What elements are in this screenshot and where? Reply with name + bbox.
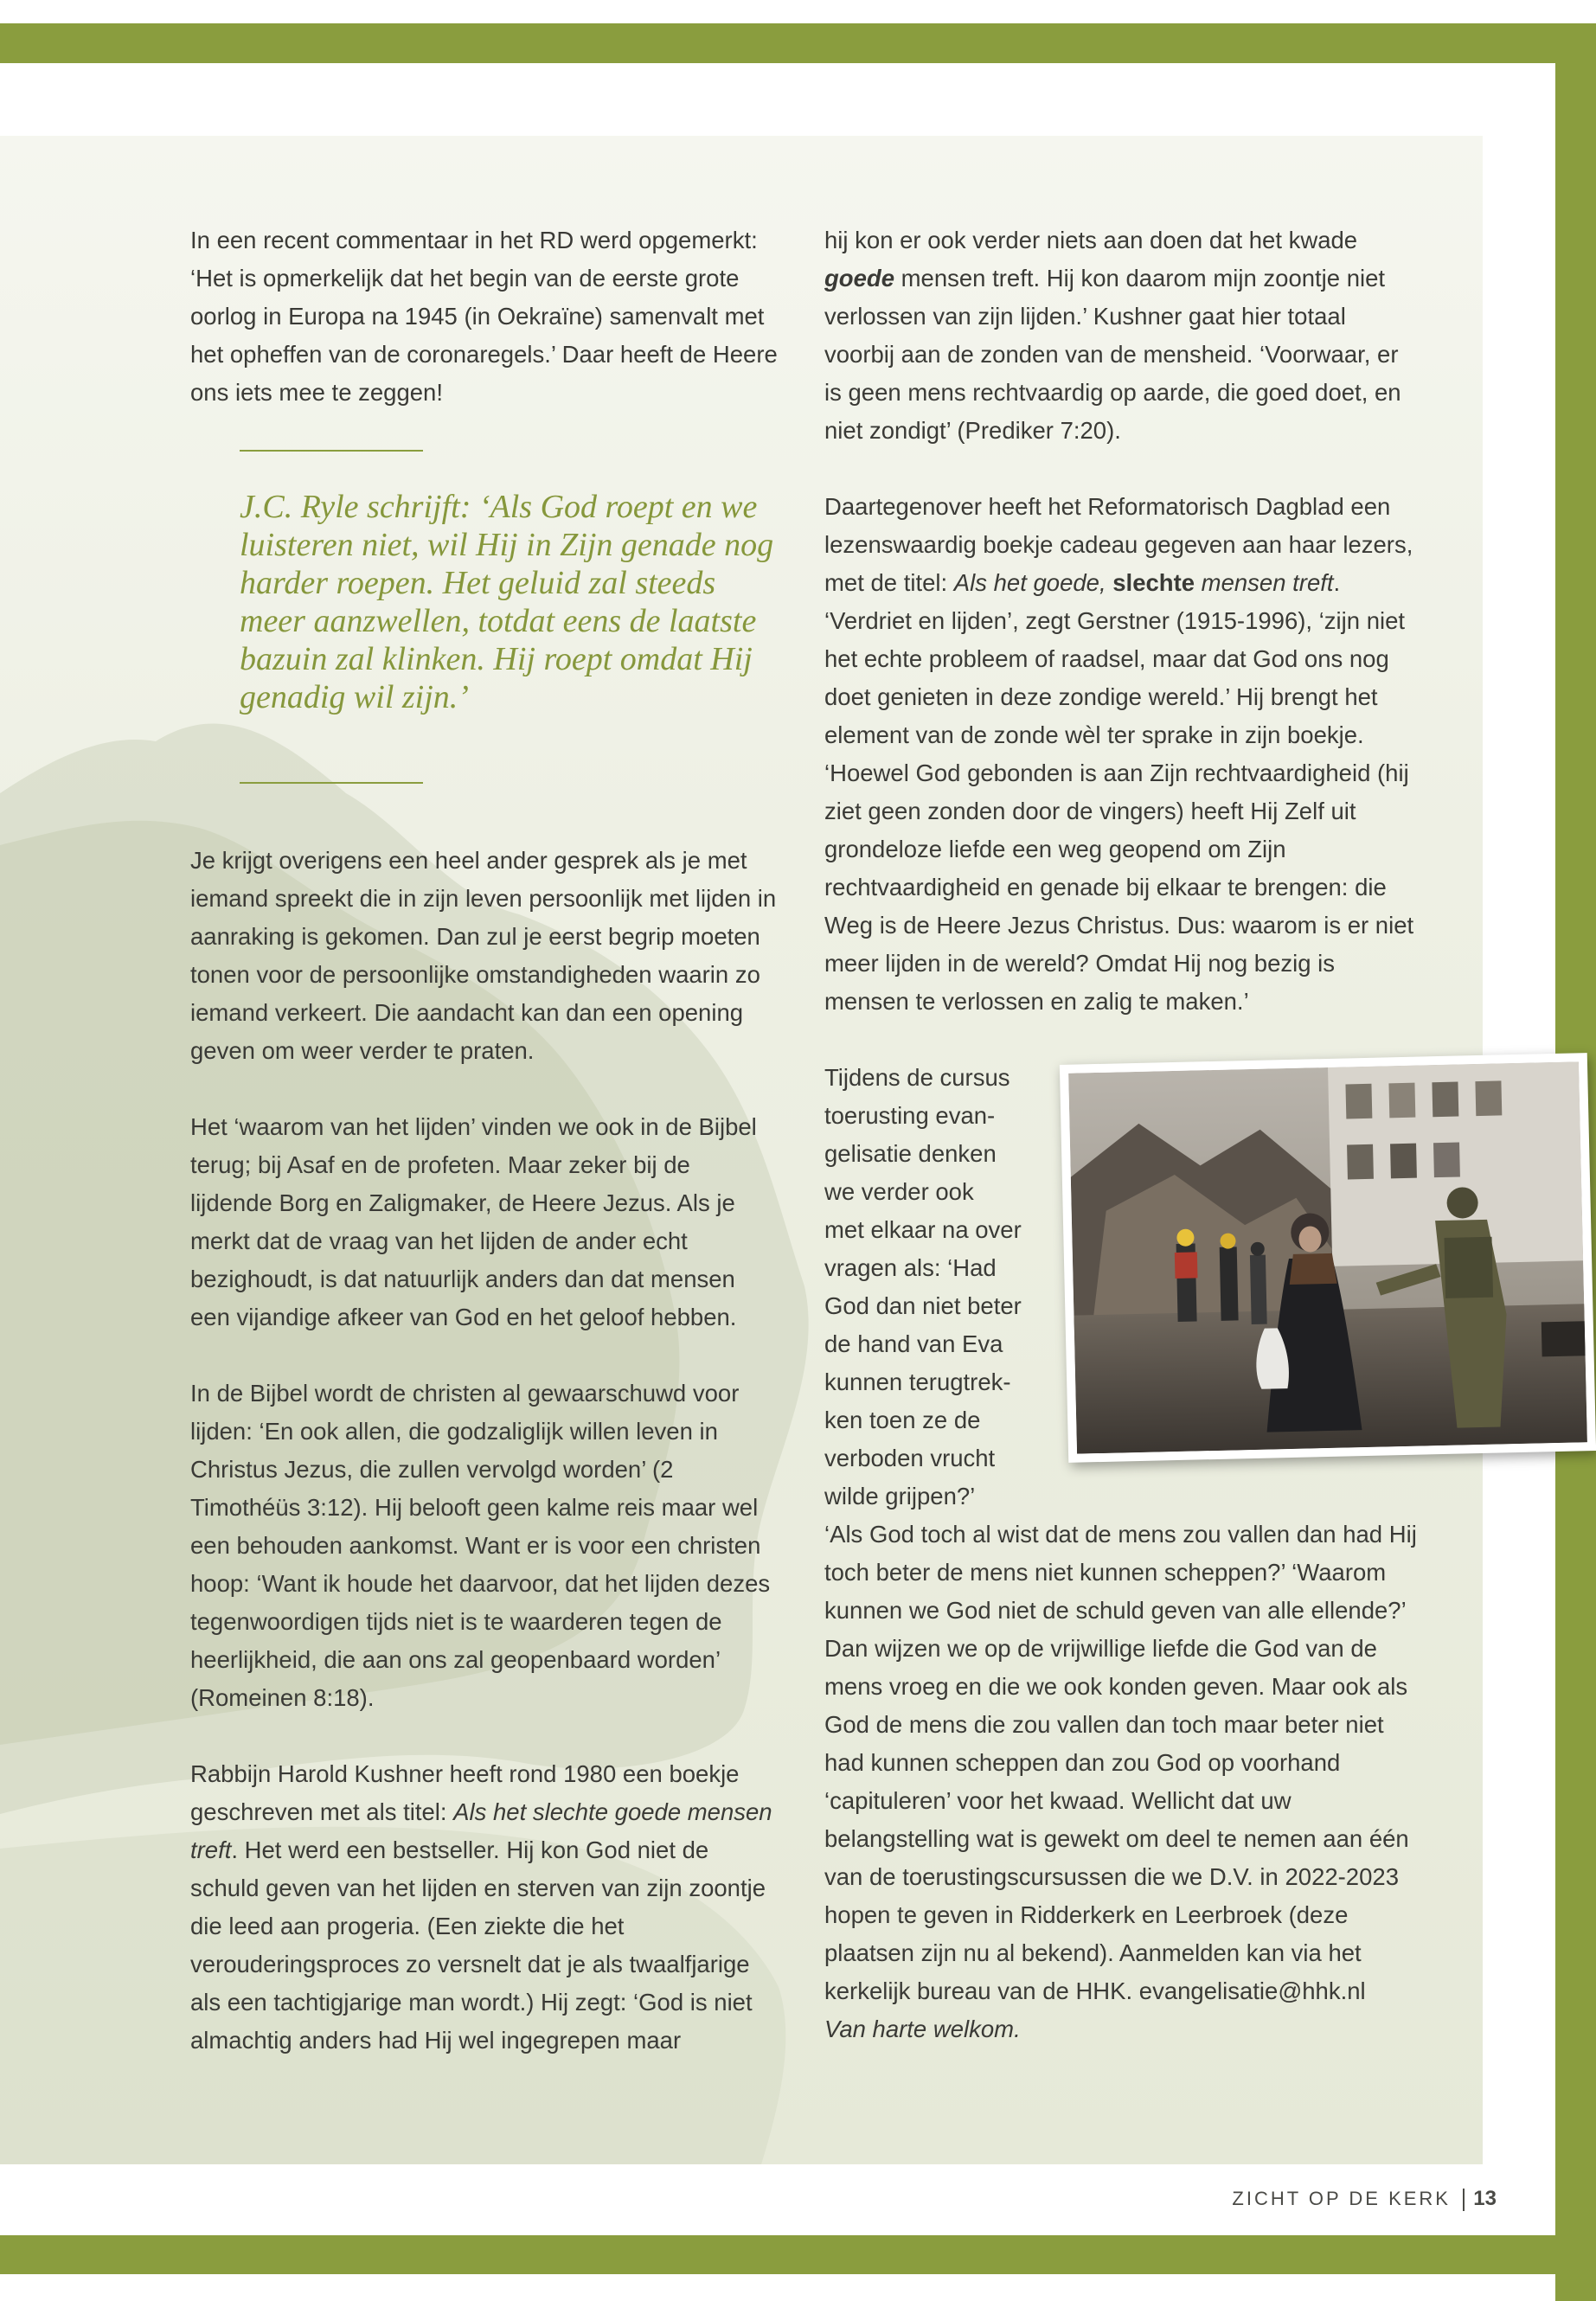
page-footer: [1151, 2186, 1497, 2212]
rp1-bold-word: goede: [824, 265, 894, 292]
right-paragraph-3: ‘Als God toch al wist dat de mens zou vallen dan had Hij toch beter de mens niet kunnen scheppen?’ ‘Waarom kunnen we God niet de schuld geven van alle ellende?’ Dan wijzen we op de vrijwillige liefde die God van de mens vroeg en die we ook konden geven. Maar ook als God de mens die zou vallen dan toch maar beter niet had kunnen scheppen dan zou God op voorhand ‘capituleren’ voor het kwaad. Wellicht dat uw belangstelling wat is gewekt om deel te nemen aan één van de toerustingscursussen die we D.V. in 2022-2023 hopen te geven in Ridderkerk en Leerbroek (deze plaatsen zijn nu al bekend). Aanmelden kan via het kerkelijk bureau van de HHK. evangelisatie@hhk.nl: [824, 1521, 1417, 2004]
left-paragraph-5: [190, 1755, 779, 2060]
p5-text-b: . Het werd een bestseller. Hij kon God niet de schuld geven van het lijden en sterven van zijn zoontje die leed aan progeria. (Een ziekte die het verouderingsproces zo versnelt dat je als twaalfjarige als een tachtigjarige man wordt.) Hij zegt: ‘God is niet almachtig anders had Hij wel ingegrepen maar: [190, 1836, 766, 2054]
frame-top-bar: [0, 23, 1555, 63]
wrap-line: gelisatie denken: [824, 1140, 997, 1167]
right-paragraph-2: [824, 488, 1421, 1021]
left-column: [190, 221, 779, 2060]
pull-quote: [240, 450, 779, 784]
closing-line: [824, 2010, 1421, 2048]
book-title-kushner: Als het slechte goede mensen treft: [190, 1798, 772, 1863]
rp2-text-b: . ‘Verdriet en lijden’, zegt Gerstner (1915-1996), ‘zijn niet het echte probleem of raadsel, maar dat God ons nog doet genieten in deze zondige wereld.’ Hij brengt het element van de zonde wèl ter sprake in zijn boekje. ‘Hoewel God gebonden is aan Zijn rechtvaardigheid (hij ziet geen zonden door de vingers) heeft Hij Zelf uit grondeloze liefde een weg geopend om Zijn rechtvaardigheid en genade bij elkaar te brengen: die Weg is de Heere Jezus Christus. Dus: waarom is er niet meer lijden in de wereld? Omdat Hij nog bezig is mensen te verlossen en zalig te maken.’: [824, 569, 1414, 1015]
quote-rule-bottom: [240, 782, 423, 784]
p5-text-a: Rabbijn Harold Kushner heeft rond 1980 een boekje geschreven met als titel:: [190, 1760, 740, 1825]
photo-image: [1068, 1061, 1587, 1453]
footer-separator: [1463, 2189, 1465, 2211]
war-rescue-photo: [1060, 1053, 1596, 1463]
wrap-line: de hand van Eva: [824, 1330, 1003, 1357]
book-title-rd-a: Als het goede,: [953, 569, 1113, 596]
wrap-line: ken toen ze de: [824, 1407, 981, 1433]
rp1-text-b: mensen treft. Hij kon daarom mijn zoontje niet verlossen van zijn lijden.’ Kushner gaat hier totaal voorbij aan de zonden van de mensheid. ‘Voorwaar, er is geen mens rechtvaardig op aarde, die goed doet, en niet zondigt’ (Prediker 7:20).: [824, 265, 1401, 444]
wrap-line: God dan niet beter: [824, 1292, 1022, 1319]
page-number: 13: [1473, 2187, 1497, 2210]
rp1-text-a: hij kon er ook verder niets aan doen dat het kwade: [824, 227, 1358, 253]
left-paragraph-3: Het ‘waarom van het lijden’ vinden we ook in de Bijbel terug; bij Asaf en de profeten. Maar zeker bij de lijdende Borg en Zaligmaker, de Heere Jezus. Als je merkt dat de vraag van het lijden de ander echt bezighoudt, is dat natuurlijk anders dan dat mensen een vijandige afkeer van God en het geloof hebben.: [190, 1113, 757, 1330]
wrap-line: kunnen terugtrek-: [824, 1368, 1011, 1395]
book-title-rd-bold: slechte: [1112, 569, 1195, 596]
quote-text: J.C. Ryle schrijft: ‘Als God roept en we luisteren niet, wil Hij in Zijn genade nog harder roepen. Het geluid zal steeds meer aanzwellen, totdat eens de laatste bazuin zal klinken. Hij roept omdat Hij genadig wil zijn.’: [240, 489, 774, 715]
right-paragraph-1: [824, 221, 1421, 450]
wrap-line: Tijdens de cursus: [824, 1064, 1010, 1091]
left-paragraph-4: In de Bijbel wordt de christen al gewaarschuwd voor lijden: ‘En ook allen, die godzaliglijk willen leven in Christus Jezus, die zullen vervolgd worden’ (2 Timothéüs 3:12). Hij belooft geen kalme reis maar wel een behouden aankomst. Want er is voor een christen hoop: ‘Want ik houde het daarvoor, dat het lijden dezes tegenwoordigen tijds niet is te waarderen tegen de heerlijkheid, die aan ons zal geopenbaard worden’ (Romeinen 8:18).: [190, 1380, 771, 1711]
frame-bottom-bar: [0, 2235, 1555, 2274]
wrap-line: toerusting evan-: [824, 1102, 996, 1129]
left-paragraph-1: In een recent commentaar in het RD werd opgemerkt: ‘Het is opmerkelijk dat het begin van de eerste grote oorlog in Europa na 1945 (in Oekraïne) samenvalt met het opheffen van de coronaregels.’ Daar heeft de Heere ons iets mee te zeggen!: [190, 227, 778, 406]
wrap-line: vragen als: ‘Had: [824, 1254, 997, 1281]
wrap-line: wilde grijpen?’: [824, 1483, 976, 1509]
left-paragraph-2: Je krijgt overigens een heel ander gesprek als je met iemand spreekt die in zijn leven persoonlijk met lijden in aanraking is gekomen. Dan zul je eerst begrip moeten tonen voor de persoonlijke omstandigheden waarin zo iemand verkeert. Die aandacht kan dan een opening geven om weer verder te praten.: [190, 847, 777, 1064]
quote-rule-top: [240, 450, 423, 452]
right-column: [824, 221, 1421, 2048]
wrap-line: verboden vrucht: [824, 1445, 996, 1471]
wrap-line: we verder ook: [824, 1178, 974, 1205]
closing-text: Van harte welkom.: [824, 2016, 1021, 2042]
rp2-text-a: Daartegenover heeft het Reformatorisch Dagblad een lezenswaardig boekje cadeau gegeven aan haar lezers, met de titel:: [824, 493, 1413, 596]
book-title-rd-b: mensen treft: [1195, 569, 1334, 596]
magazine-name: ZICHT OP DE KERK: [1232, 2188, 1451, 2209]
wrap-line: met elkaar na over: [824, 1216, 1022, 1243]
